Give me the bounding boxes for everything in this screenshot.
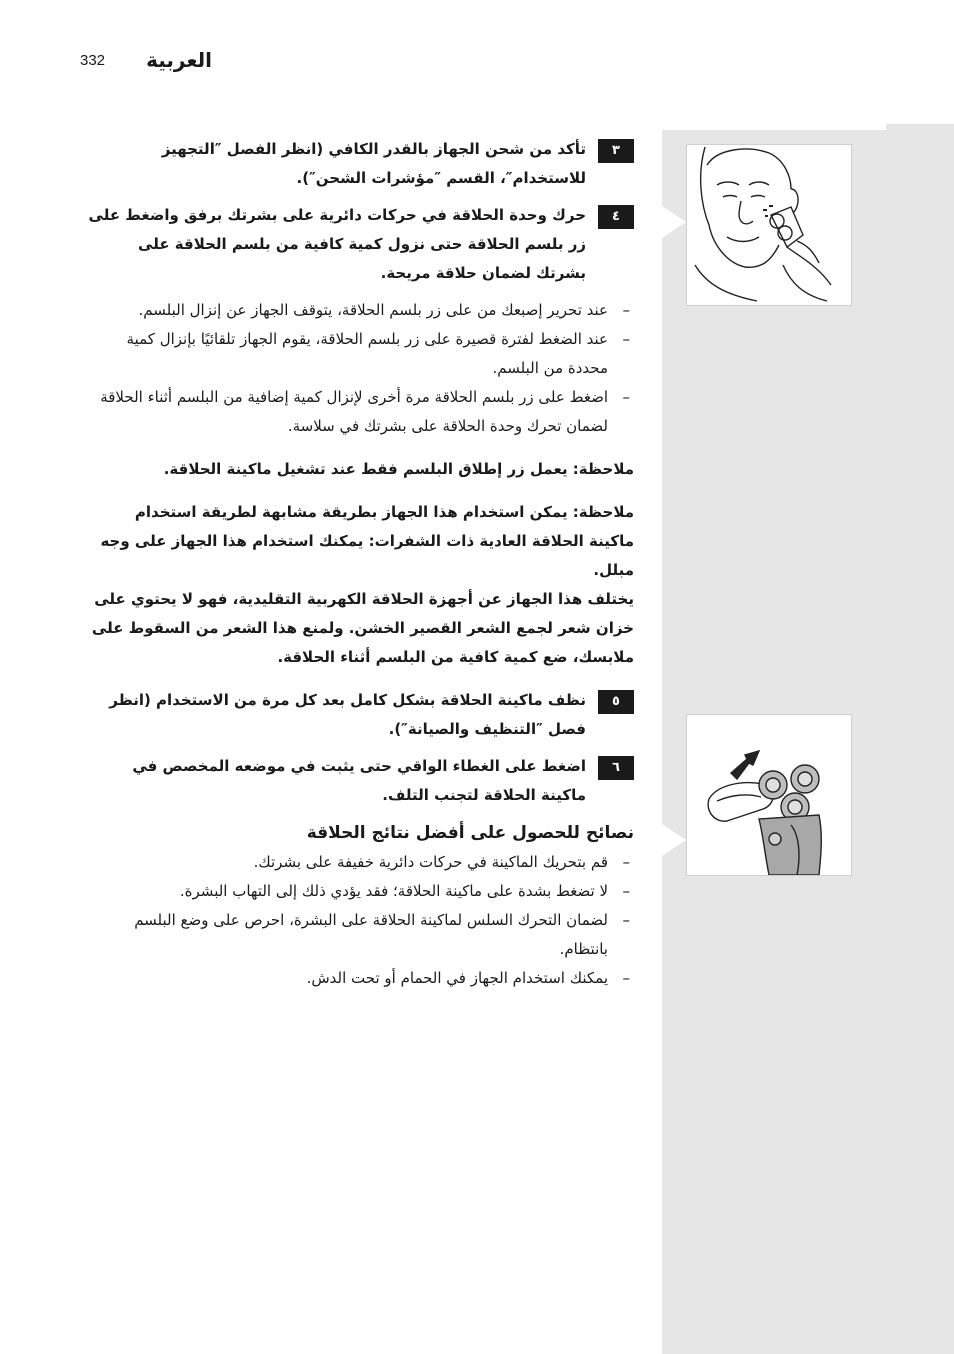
section-title: العربية (146, 48, 212, 72)
note-3: يختلف هذا الجهاز عن أجهزة الحلاقة الكهربية التقليدية، فهو لا يحتوي على خزان شعر لجمع الشعر القصير الخشن. ولمنع هذا الشعر من السقوط على ملابسك، ضع كمية كافية من البلسم أثناء الحلاقة. (91, 590, 634, 666)
list-item: – لضمان التحرك السلس لماكينة الحلاقة على البشرة، احرص على وضع البلسم بانتظام. (88, 906, 634, 964)
note-1: ملاحظة: يعمل زر إطلاق البلسم فقط عند تشغيل ماكينة الحلاقة. (163, 460, 634, 478)
illustration-shaving-face (686, 144, 852, 306)
step-5 (88, 686, 634, 744)
step-text: تأكد من شحن الجهاز بالقدر الكافي (انظر الفصل ″التجهيز للاستخدام″، القسم ″مؤشرات الشحن″). (161, 140, 586, 187)
list-item: – عند الضغط لفترة قصيرة على زر بلسم الحلاقة، يقوم الجهاز تلقائيًا بإنزال كمية محددة من البلسم. (88, 325, 634, 383)
step-4-bullets (88, 296, 634, 441)
page-header (80, 48, 220, 78)
step-3 (88, 135, 634, 193)
figure-pointer (662, 824, 686, 856)
page-number: 332 (80, 52, 106, 69)
main-content (88, 135, 634, 1007)
step-6 (88, 752, 634, 810)
face-shaving-illustration (687, 145, 851, 305)
step-number: ٥ (598, 690, 634, 714)
list-item: – لا تضغط بشدة على ماكينة الحلاقة؛ فقد يؤدي ذلك إلى التهاب البشرة. (88, 877, 634, 906)
note-2: ملاحظة: يمكن استخدام هذا الجهاز بطريقة مشابهة لطريقة استخدام ماكينة الحلاقة العادية ذات الشفرات: يمكنك استخدام هذا الجهاز على وجه مبلل. (100, 503, 634, 579)
step-text: نظف ماكينة الحلاقة بشكل كامل بعد كل مرة من الاستخدام (انظر فصل ″التنظيف والصيانة″). (109, 691, 586, 738)
tips-list (88, 848, 634, 993)
step-4 (88, 201, 634, 288)
sidebar-notch (662, 124, 886, 130)
illustration-shaver-cap (686, 714, 852, 876)
list-item: – عند تحرير إصبعك من على زر بلسم الحلاقة، يتوقف الجهاز عن إنزال البلسم. (88, 296, 634, 325)
figure-pointer (662, 206, 686, 238)
step-text: اضغط على الغطاء الواقي حتى يثبت في موضعه المخصص في ماكينة الحلاقة لتجنب التلف. (132, 757, 586, 804)
step-text: حرك وحدة الحلاقة في حركات دائرية على بشرتك برفق واضغط على زر بلسم الحلاقة حتى نزول كمية كافية من بلسم الحلاقة على بشرتك لضمان حلاقة مريحة. (88, 206, 586, 282)
list-item: – قم بتحريك الماكينة في حركات دائرية خفيفة على بشرتك. (88, 848, 634, 877)
list-item: – اضغط على زر بلسم الحلاقة مرة أخرى لإنزال كمية إضافية من البلسم أثناء الحلاقة لضمان تحرك وحدة الحلاقة على بشرتك في سلاسة. (88, 383, 634, 441)
step-number: ٦ (598, 756, 634, 780)
list-item: – يمكنك استخدام الجهاز في الحمام أو تحت الدش. (88, 964, 634, 993)
shaver-cap-illustration (687, 715, 851, 875)
step-number: ٣ (598, 139, 634, 163)
tips-heading: نصائح للحصول على أفضل نتائج الحلاقة (306, 823, 634, 843)
step-number: ٤ (598, 205, 634, 229)
